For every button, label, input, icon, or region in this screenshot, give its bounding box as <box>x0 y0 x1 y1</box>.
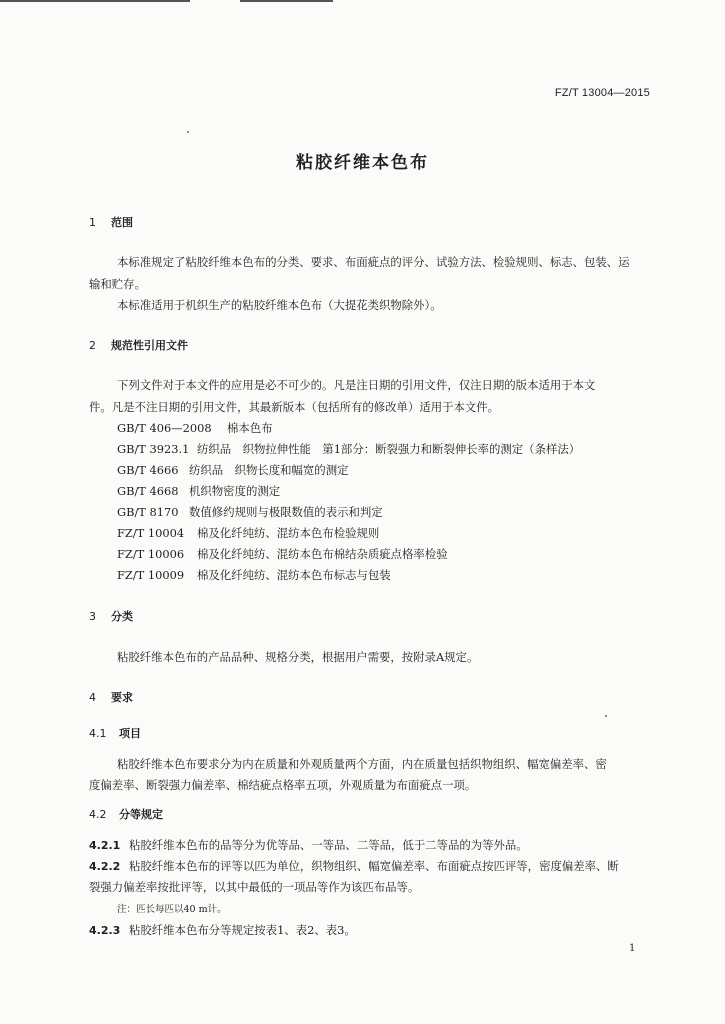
reference-code: GB/T 8170 <box>117 505 179 519</box>
section-title: 范围 <box>111 216 133 229</box>
reference-name: 机织物密度的测定 <box>189 484 281 498</box>
scan-speck <box>187 131 189 133</box>
reference-name: 棉本色布 <box>227 421 273 435</box>
paragraph-line: 裂强力偏差率按批评等，以其中最低的一项品等作为该匹布品等。 <box>89 880 420 894</box>
reference-code: GB/T 4666 <box>117 463 179 477</box>
page-number: 1 <box>629 943 636 954</box>
reference-item <box>117 442 580 456</box>
section-title: 分类 <box>111 610 133 623</box>
reference-code: FZ/T 10009 <box>117 568 185 582</box>
reference-item <box>117 484 280 498</box>
section-1-heading <box>89 216 133 230</box>
reference-item <box>117 526 379 540</box>
subsection-4-1-heading <box>89 727 141 741</box>
paragraph-line: 本标准规定了粘胶纤维本色布的分类、要求、布面疵点的评分、试验方法、检验规则、标志、包装、运 <box>117 255 630 269</box>
standard-number: FZ/T 13004—2015 <box>554 87 650 99</box>
reference-name: 棉及化纤纯纺、混纺本色布检验规则 <box>197 526 380 540</box>
section-number: 1 <box>89 216 96 229</box>
reference-code: GB/T 4668 <box>117 484 179 498</box>
subsection-4-2-heading <box>89 808 163 822</box>
clause-number: 4.2.3 <box>89 924 121 937</box>
section-2-heading <box>89 339 188 353</box>
clause-number: 4.2.2 <box>89 860 121 873</box>
section-number: 3 <box>89 610 96 623</box>
reference-code: GB/T 3923.1 <box>117 442 190 456</box>
section-number: 4 <box>89 691 96 704</box>
reference-name: 棉及化纤纯纺、混纺本色布棉结杂质疵点格率检验 <box>197 547 448 561</box>
section-4-heading <box>89 691 133 705</box>
reference-item <box>117 421 273 435</box>
scan-edge-line <box>240 0 333 2</box>
section-3-heading <box>89 610 133 624</box>
reference-item <box>117 505 383 519</box>
paragraph-line: 粘胶纤维本色布要求分为内在质量和外观质量两个方面，内在质量包括织物组织、幅宽偏差率、密 <box>117 757 607 771</box>
paragraph-line: 件。凡是不注日期的引用文件，其最新版本（包括所有的修改单）适用于本文件。 <box>89 400 500 414</box>
section-title: 要求 <box>111 691 133 704</box>
reference-code: FZ/T 10004 <box>117 526 185 540</box>
paragraph-line: 下列文件对于本文件的应用是必不可少的。凡是注日期的引用文件，仅注日期的版本适用于本文 <box>117 378 596 392</box>
subsection-title: 分等规定 <box>119 808 163 821</box>
paragraph-line: 输和贮存。 <box>89 277 146 291</box>
note: 注：匹长每匹以40 m计。 <box>117 904 227 915</box>
clause-text: 粘胶纤维本色布分等规定按表1、表2、表3。 <box>129 923 356 937</box>
scan-speck <box>605 715 607 717</box>
clause-4-2-1 <box>89 838 528 853</box>
clause-text: 粘胶纤维本色布的品等分为优等品、一等品、二等品，低于二等品的为等外品。 <box>129 838 528 852</box>
clause-number: 4.2.1 <box>89 839 121 852</box>
clause-4-2-2 <box>89 859 619 874</box>
reference-item <box>117 463 348 477</box>
subsection-title: 项目 <box>119 727 141 740</box>
paragraph-line: 本标准适用于机织生产的粘胶纤维本色布（大提花类织物除外）。 <box>117 298 442 312</box>
paragraph-line: 粘胶纤维本色布的产品品种、规格分类，根据用户需要，按附录A规定。 <box>117 650 479 664</box>
reference-name: 数值修约规则与极限数值的表示和判定 <box>189 505 383 519</box>
reference-name: 纺织品 织物长度和幅宽的测定 <box>189 463 349 477</box>
reference-code: FZ/T 10006 <box>117 547 185 561</box>
scan-edge-line <box>0 0 190 2</box>
reference-name: 棉及化纤纯纺、混纺本色布标志与包装 <box>197 568 391 582</box>
subsection-number: 4.1 <box>89 727 107 740</box>
section-number: 2 <box>89 339 96 352</box>
section-title: 规范性引用文件 <box>111 339 188 352</box>
reference-item <box>117 547 448 561</box>
reference-code: GB/T 406—2008 <box>117 421 212 435</box>
subsection-number: 4.2 <box>89 808 107 821</box>
clause-4-2-3 <box>89 923 356 938</box>
document-title: 粘胶纤维本色布 <box>296 153 429 173</box>
paragraph-line: 度偏差率、断裂强力偏差率、棉结疵点格率五项，外观质量为布面疵点一项。 <box>89 778 477 792</box>
clause-text: 粘胶纤维本色布的评等以匹为单位，织物组织、幅宽偏差率、布面疵点按匹评等，密度偏差率、断 <box>129 859 619 873</box>
reference-item <box>117 568 391 582</box>
reference-name: 纺织品 织物拉伸性能 第1部分：断裂强力和断裂伸长率的测定（条样法） <box>197 442 581 456</box>
